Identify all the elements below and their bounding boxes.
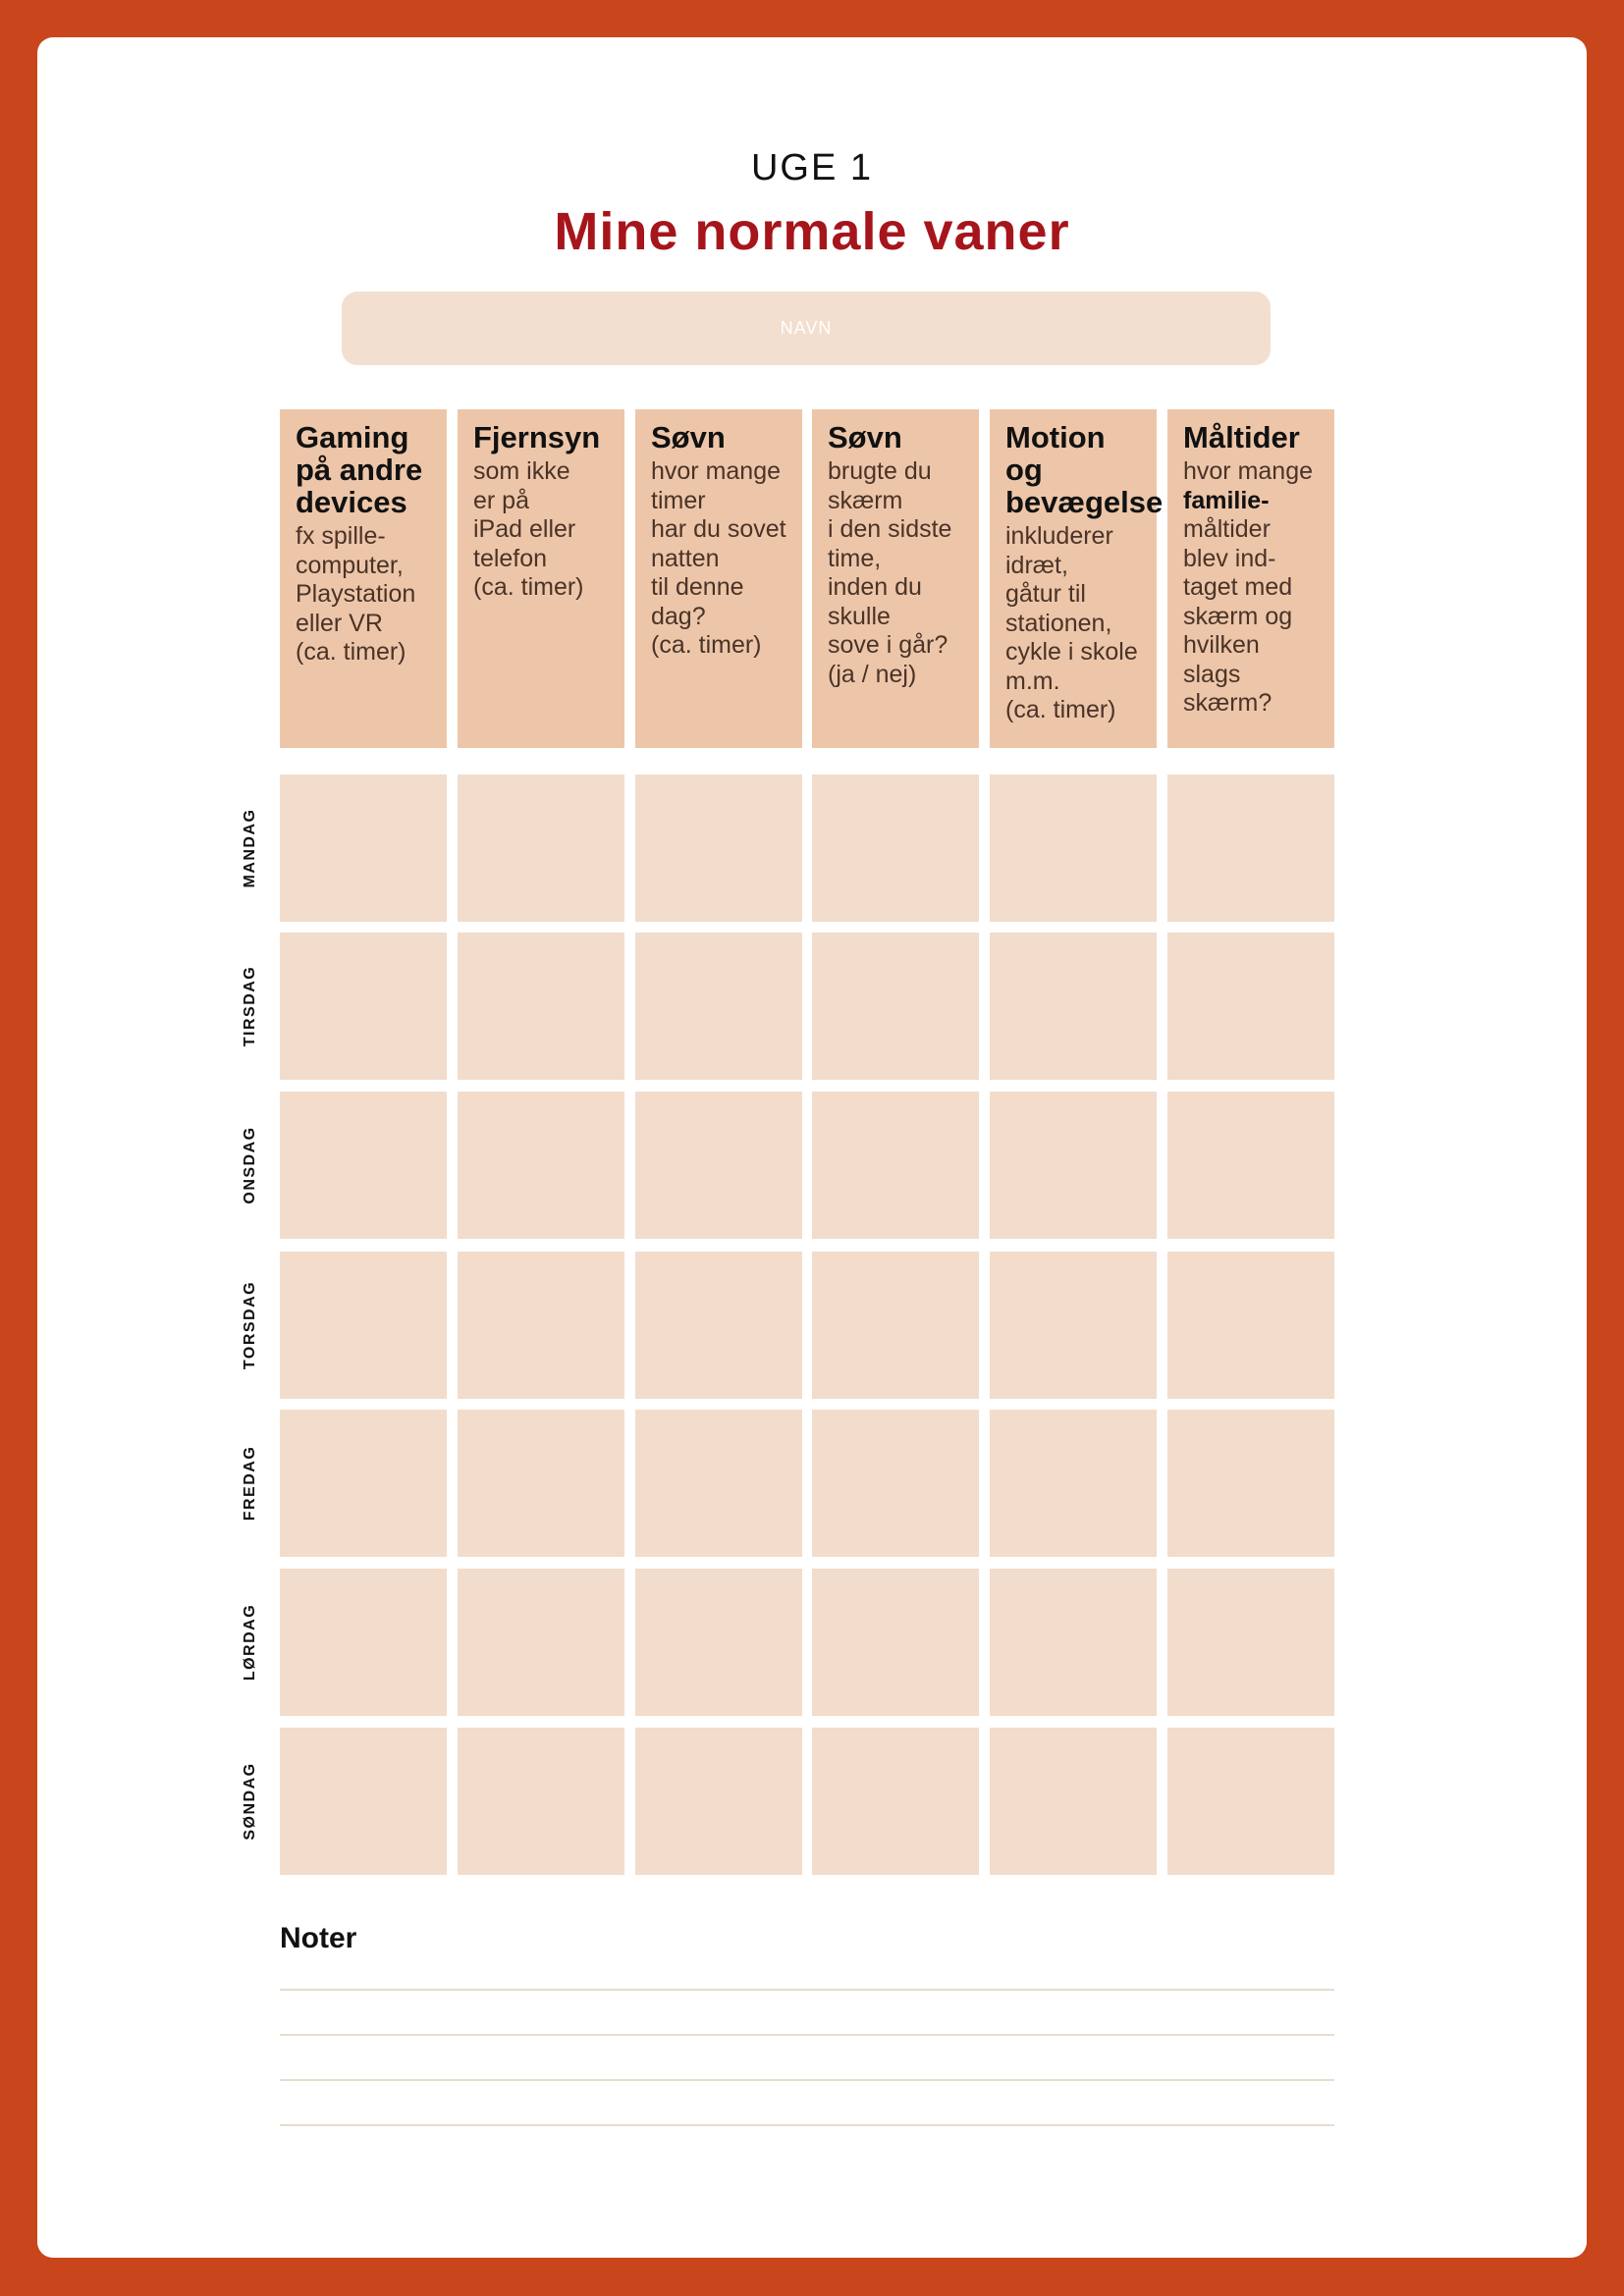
entry-cell[interactable] xyxy=(1167,1410,1334,1557)
entry-cell[interactable] xyxy=(990,774,1157,922)
note-line[interactable] xyxy=(280,1989,1334,1991)
entry-cell[interactable] xyxy=(280,1569,447,1716)
entry-cell[interactable] xyxy=(458,933,624,1080)
entry-cell[interactable] xyxy=(990,1569,1157,1716)
column-title: Fjernsyn xyxy=(473,420,601,454)
entry-cell[interactable] xyxy=(1167,1092,1334,1239)
entry-cell[interactable] xyxy=(280,933,447,1080)
entry-cell[interactable] xyxy=(990,1728,1157,1875)
column-title: Motion og bevægelse xyxy=(1005,420,1164,519)
note-line[interactable] xyxy=(280,2034,1334,2036)
entry-cell[interactable] xyxy=(635,933,802,1080)
entry-cell[interactable] xyxy=(635,1410,802,1557)
entry-cell[interactable] xyxy=(1167,774,1334,922)
entry-cell[interactable] xyxy=(458,1569,624,1716)
entry-cell[interactable] xyxy=(458,774,624,922)
description-text: hvor mange xyxy=(1183,457,1314,485)
day-label-sunday: SØNDAG xyxy=(242,1762,258,1841)
column-header-meals xyxy=(1167,409,1334,748)
name-field[interactable] xyxy=(342,292,1271,365)
entry-cell[interactable] xyxy=(280,1410,447,1557)
column-title: Måltider xyxy=(1183,420,1300,454)
day-label-monday: MANDAG xyxy=(242,808,258,888)
entry-cell[interactable] xyxy=(1167,1728,1334,1875)
column-description xyxy=(1183,457,1321,719)
day-label-saturday: LØRDAG xyxy=(242,1603,258,1682)
entry-cell[interactable] xyxy=(1167,1252,1334,1399)
column-header-exercise xyxy=(990,409,1164,748)
entry-cell[interactable] xyxy=(1167,933,1334,1080)
entry-cell[interactable] xyxy=(635,1569,802,1716)
column-header-tv xyxy=(458,409,624,748)
day-label-friday: FREDAG xyxy=(242,1445,258,1522)
day-label-thursday: TORSDAG xyxy=(242,1280,258,1370)
entry-cell[interactable] xyxy=(1167,1569,1334,1716)
entry-cell[interactable] xyxy=(280,1252,447,1399)
description-text: måltider blev ind- taget med skærm og hvilken slags skærm? xyxy=(1183,515,1293,717)
entry-cell[interactable] xyxy=(812,933,979,1080)
page-title: Mine normale vaner xyxy=(554,202,1070,261)
entry-cell[interactable] xyxy=(812,1092,979,1239)
entry-cell[interactable] xyxy=(812,1728,979,1875)
column-header-sleep-screen xyxy=(812,409,979,748)
entry-cell[interactable] xyxy=(458,1252,624,1399)
column-header-gaming xyxy=(280,409,447,748)
name-placeholder: NAVN xyxy=(780,318,833,338)
entry-cell[interactable] xyxy=(635,1252,802,1399)
entry-cell[interactable] xyxy=(990,1092,1157,1239)
entry-cell[interactable] xyxy=(635,774,802,922)
note-line[interactable] xyxy=(280,2079,1334,2081)
entry-cell[interactable] xyxy=(280,774,447,922)
entry-cell[interactable] xyxy=(458,1410,624,1557)
column-description: som ikke er på iPad eller telefon (ca. timer) xyxy=(473,457,584,601)
column-title: Søvn xyxy=(651,420,726,454)
entry-cell[interactable] xyxy=(812,1569,979,1716)
column-description: hvor mange timer har du sovet natten til denne dag? (ca. timer) xyxy=(651,457,786,659)
entry-cell[interactable] xyxy=(280,1092,447,1239)
column-description: fx spille- computer, Playstation eller VR (ca. timer) xyxy=(296,522,416,666)
entry-cell[interactable] xyxy=(458,1728,624,1875)
entry-cell[interactable] xyxy=(812,1410,979,1557)
notes-label: Noter xyxy=(280,1922,357,1954)
week-label: UGE 1 xyxy=(750,147,874,188)
description-emphasis: familie- xyxy=(1183,486,1270,514)
column-description: inkluderer idræt, gåtur til stationen, cykle i skole m.m. (ca. timer) xyxy=(1005,522,1138,723)
entry-cell[interactable] xyxy=(812,774,979,922)
day-label-wednesday: ONSDAG xyxy=(242,1126,258,1204)
entry-cell[interactable] xyxy=(990,1410,1157,1557)
entry-cell[interactable] xyxy=(990,1252,1157,1399)
entry-cell[interactable] xyxy=(458,1092,624,1239)
entry-cell[interactable] xyxy=(635,1092,802,1239)
entry-cell[interactable] xyxy=(990,933,1157,1080)
entry-cell[interactable] xyxy=(280,1728,447,1875)
column-title: Gaming på andre devices xyxy=(296,420,423,519)
entry-cell[interactable] xyxy=(812,1252,979,1399)
column-header-sleep-hours xyxy=(635,409,802,748)
column-description: brugte du skærm i den sidste time, inden du skulle sove i går? (ja / nej) xyxy=(828,457,952,688)
note-line[interactable] xyxy=(280,2124,1334,2126)
day-label-tuesday: TIRSDAG xyxy=(242,965,258,1047)
column-title: Søvn xyxy=(828,420,902,454)
entry-cell[interactable] xyxy=(635,1728,802,1875)
